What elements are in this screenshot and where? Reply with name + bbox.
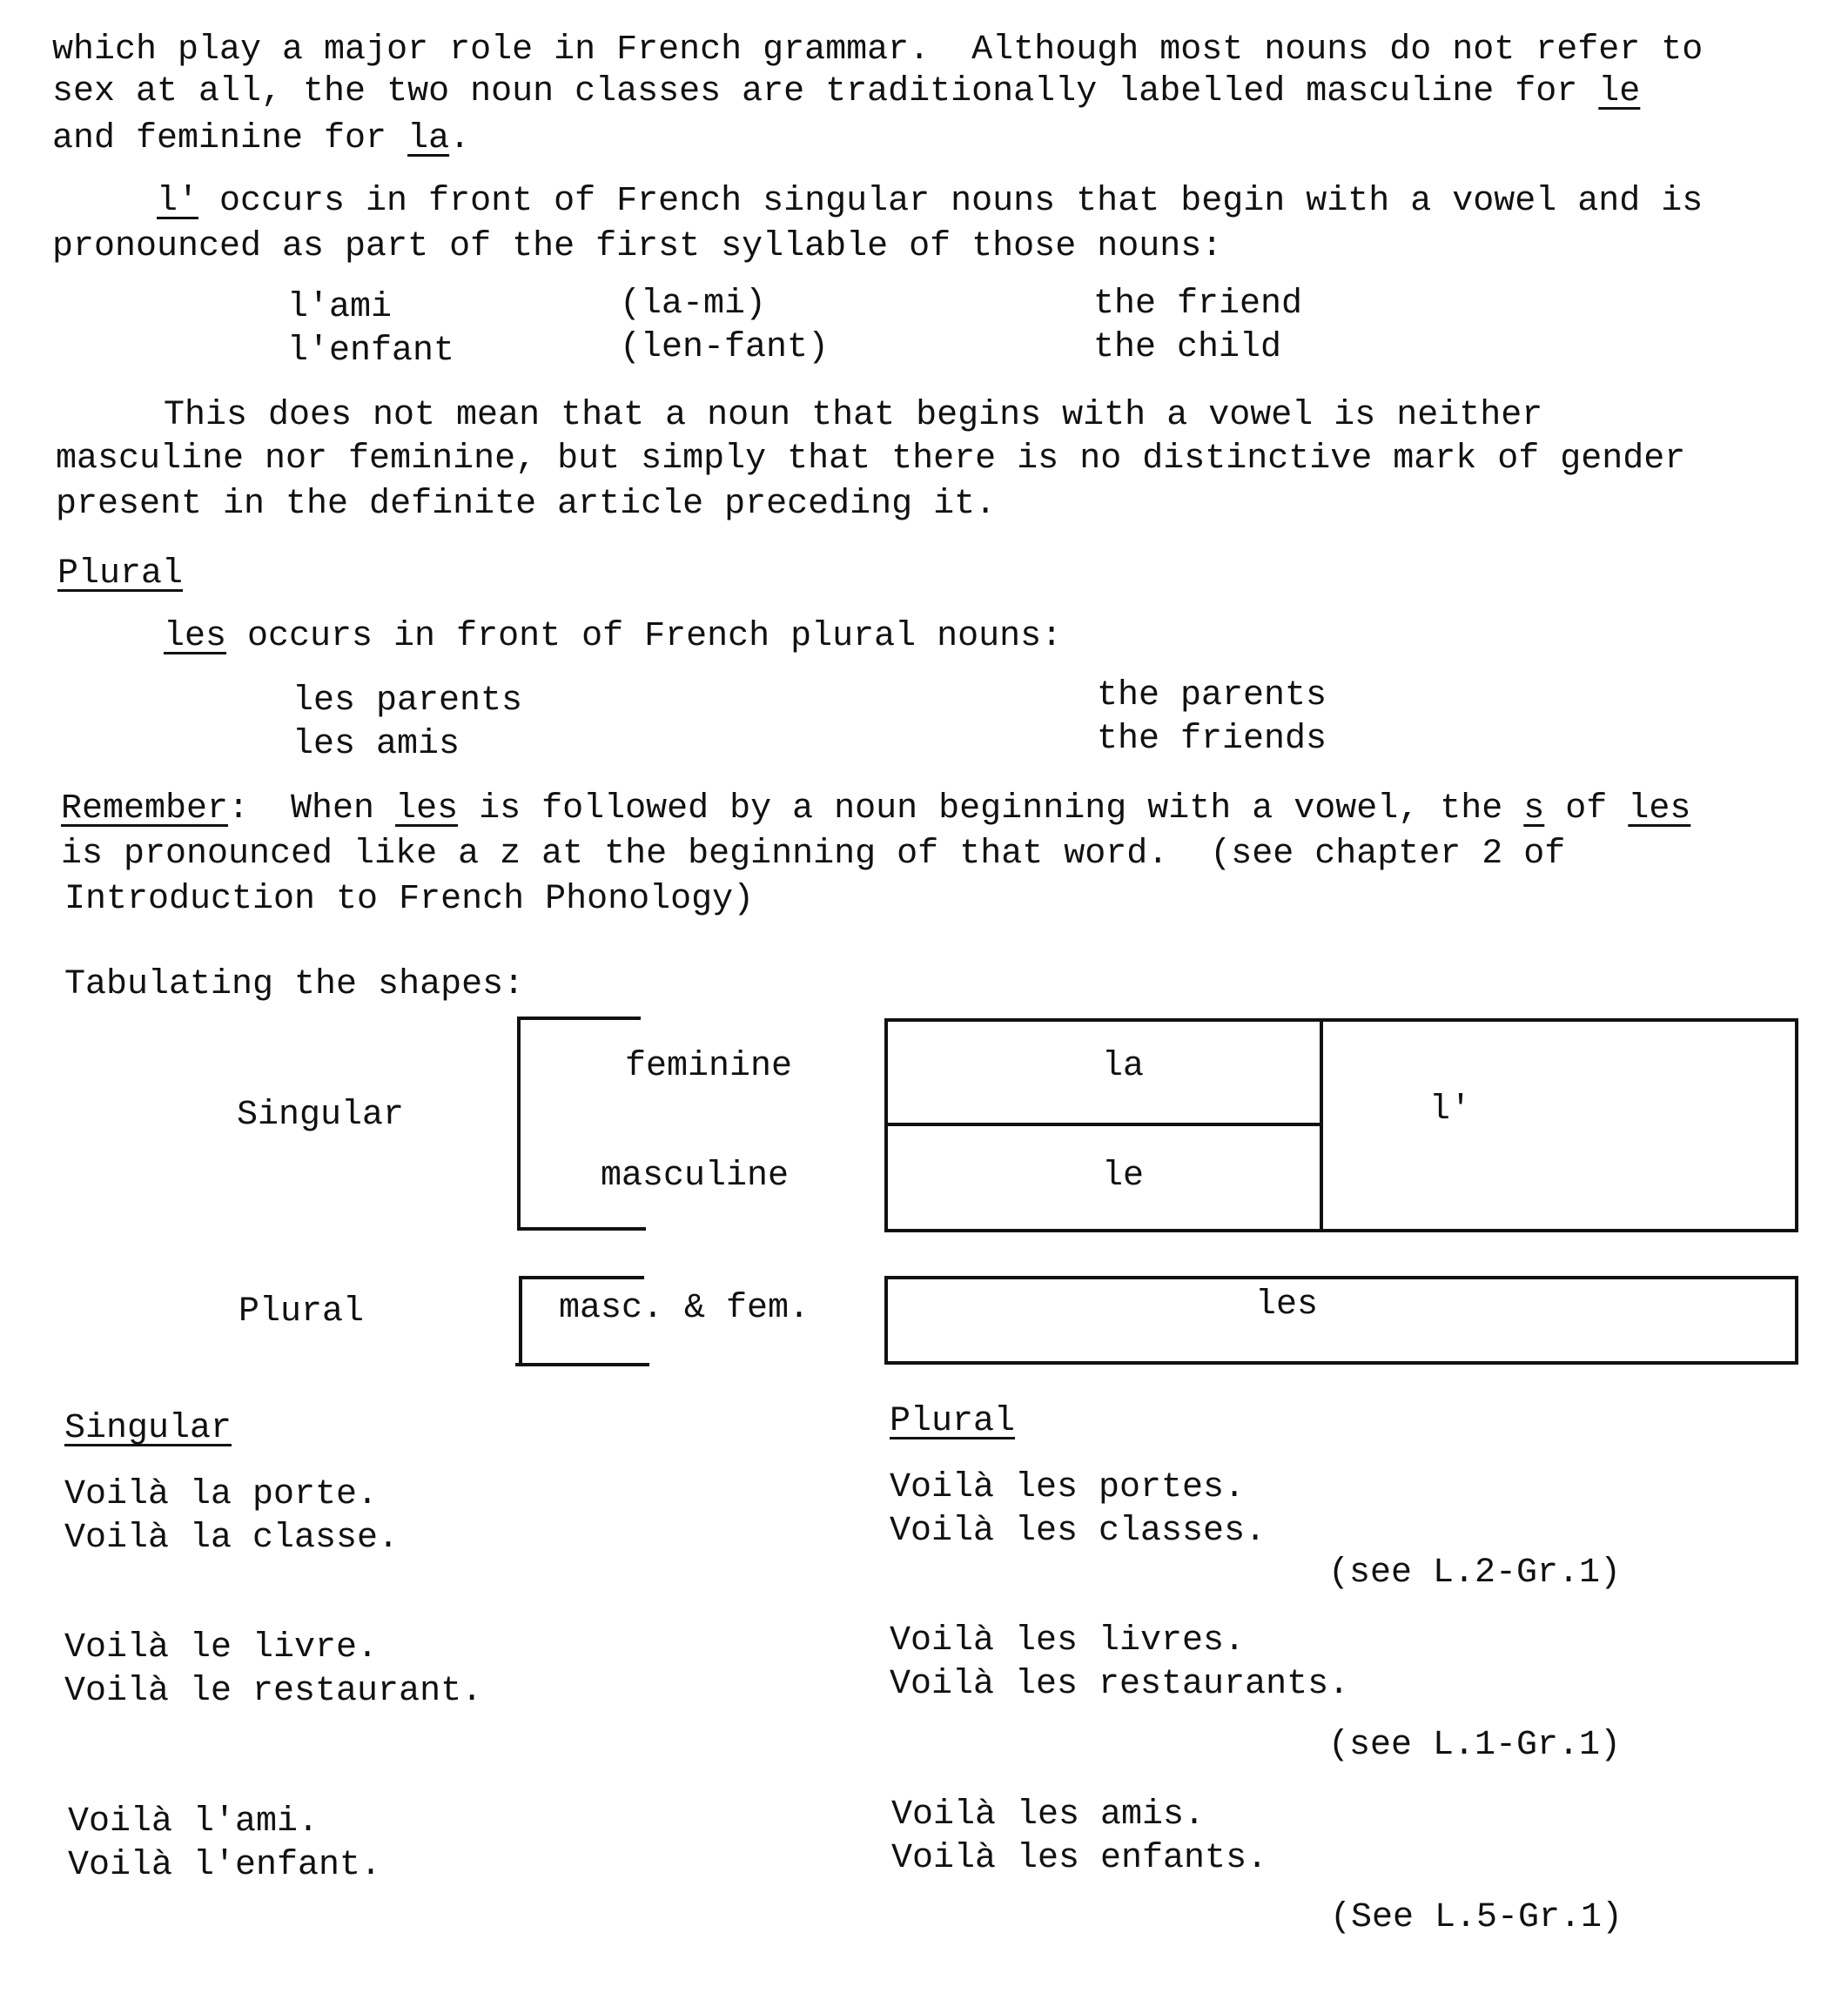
example-sing-5: Voilà l'ami. bbox=[68, 1802, 319, 1842]
plural-label: Plural bbox=[239, 1292, 365, 1332]
term-le: le bbox=[1598, 72, 1641, 111]
gender-note-line-2: masculine nor feminine, but simply that there is no distinctive mark of gender bbox=[56, 440, 1686, 479]
example-plur-3: Voilà les livres. bbox=[890, 1621, 1246, 1661]
article-la: la bbox=[1102, 1047, 1145, 1086]
term-la: la bbox=[407, 119, 450, 158]
gender-note-line-1: This does not mean that a noun that begins with a vowel is neither bbox=[164, 396, 1543, 435]
plural-bracket-bottom bbox=[515, 1363, 649, 1366]
example-plur-4: Voilà les restaurants. bbox=[890, 1665, 1350, 1704]
mascfem-label: masc. & fem. bbox=[559, 1289, 810, 1328]
plural-articles-box bbox=[884, 1276, 1798, 1365]
singular-bracket-top bbox=[517, 1017, 641, 1020]
example-sing-2: Voilà la classe. bbox=[64, 1519, 400, 1558]
intro-line-1: which play a major role in French grammar. Although most nouns do not refer to bbox=[52, 30, 1704, 70]
plural-example-fr-1: les parents bbox=[292, 681, 523, 721]
plural-example-en-1: the parents bbox=[1097, 676, 1327, 715]
example-sing-6: Voilà l'enfant. bbox=[68, 1846, 382, 1885]
term-les-1: les bbox=[395, 789, 459, 829]
masculine-label: masculine bbox=[601, 1157, 790, 1196]
example-ref-2: (see L.1-Gr.1) bbox=[1328, 1726, 1622, 1765]
plural-example-en-2: the friends bbox=[1097, 720, 1327, 759]
lapos-line-2: pronounced as part of the first syllable of those nouns: bbox=[52, 227, 1223, 266]
lapos-line-1: l' occurs in front of French singular nouns that begin with a vowel and is bbox=[157, 182, 1704, 221]
examples-plural-heading: Plural bbox=[890, 1402, 1016, 1441]
example-sing-3: Voilà le livre. bbox=[64, 1628, 379, 1668]
feminine-label: feminine bbox=[625, 1047, 793, 1086]
remember-line-3: Introduction to French Phonology) bbox=[64, 880, 755, 919]
singular-bracket-bottom bbox=[517, 1227, 646, 1231]
term-lapos: l' bbox=[157, 182, 199, 221]
singular-bracket-vertical bbox=[517, 1017, 521, 1231]
term-les-2: les bbox=[1628, 789, 1691, 829]
example-pron-2: (len-fant) bbox=[620, 328, 830, 367]
example-ref-3: (See L.5-Gr.1) bbox=[1330, 1898, 1623, 1937]
article-lapos: l' bbox=[1429, 1090, 1472, 1130]
example-plur-6: Voilà les enfants. bbox=[891, 1839, 1268, 1878]
term-les: les bbox=[164, 617, 227, 656]
example-fr-2: l'enfant bbox=[287, 332, 455, 371]
plural-heading: Plural bbox=[57, 554, 184, 594]
intro-line-2: sex at all, the two noun classes are traditionally labelled masculine for le bbox=[52, 72, 1641, 111]
article-les: les bbox=[1255, 1285, 1319, 1325]
example-en-2: the child bbox=[1093, 328, 1282, 367]
article-le: le bbox=[1102, 1157, 1145, 1196]
example-fr-1: l'ami bbox=[287, 288, 393, 327]
remember-line-1: Remember: When les is followed by a noun beginning with a vowel, the s of les bbox=[61, 789, 1691, 829]
plural-bracket-vertical bbox=[519, 1276, 522, 1366]
example-sing-1: Voilà la porte. bbox=[64, 1475, 379, 1514]
plural-bracket-top bbox=[519, 1276, 644, 1279]
remember-label: Remember bbox=[61, 789, 229, 829]
term-z: z bbox=[500, 835, 521, 874]
remember-line-2: is pronounced like a z at the beginning of that word. (see chapter 2 of bbox=[61, 835, 1566, 874]
example-pron-1: (la-mi) bbox=[620, 285, 767, 324]
plural-line: les occurs in front of French plural nouns: bbox=[164, 617, 1063, 656]
examples-singular-heading: Singular bbox=[64, 1409, 232, 1448]
intro-line-3: and feminine for la. bbox=[52, 119, 471, 158]
example-plur-5: Voilà les amis. bbox=[891, 1795, 1206, 1835]
gender-divider bbox=[884, 1123, 1323, 1126]
singular-label: Singular bbox=[237, 1096, 405, 1135]
example-plur-2: Voilà les classes. bbox=[890, 1512, 1267, 1551]
example-ref-1: (see L.2-Gr.1) bbox=[1328, 1553, 1622, 1593]
table-caption: Tabulating the shapes: bbox=[64, 965, 525, 1004]
example-sing-4: Voilà le restaurant. bbox=[64, 1672, 483, 1711]
term-s: s bbox=[1523, 789, 1545, 829]
plural-example-fr-2: les amis bbox=[292, 725, 460, 764]
example-plur-1: Voilà les portes. bbox=[890, 1468, 1246, 1507]
example-en-1: the friend bbox=[1093, 285, 1303, 324]
gender-note-line-3: present in the definite article preceding it. bbox=[56, 485, 997, 524]
